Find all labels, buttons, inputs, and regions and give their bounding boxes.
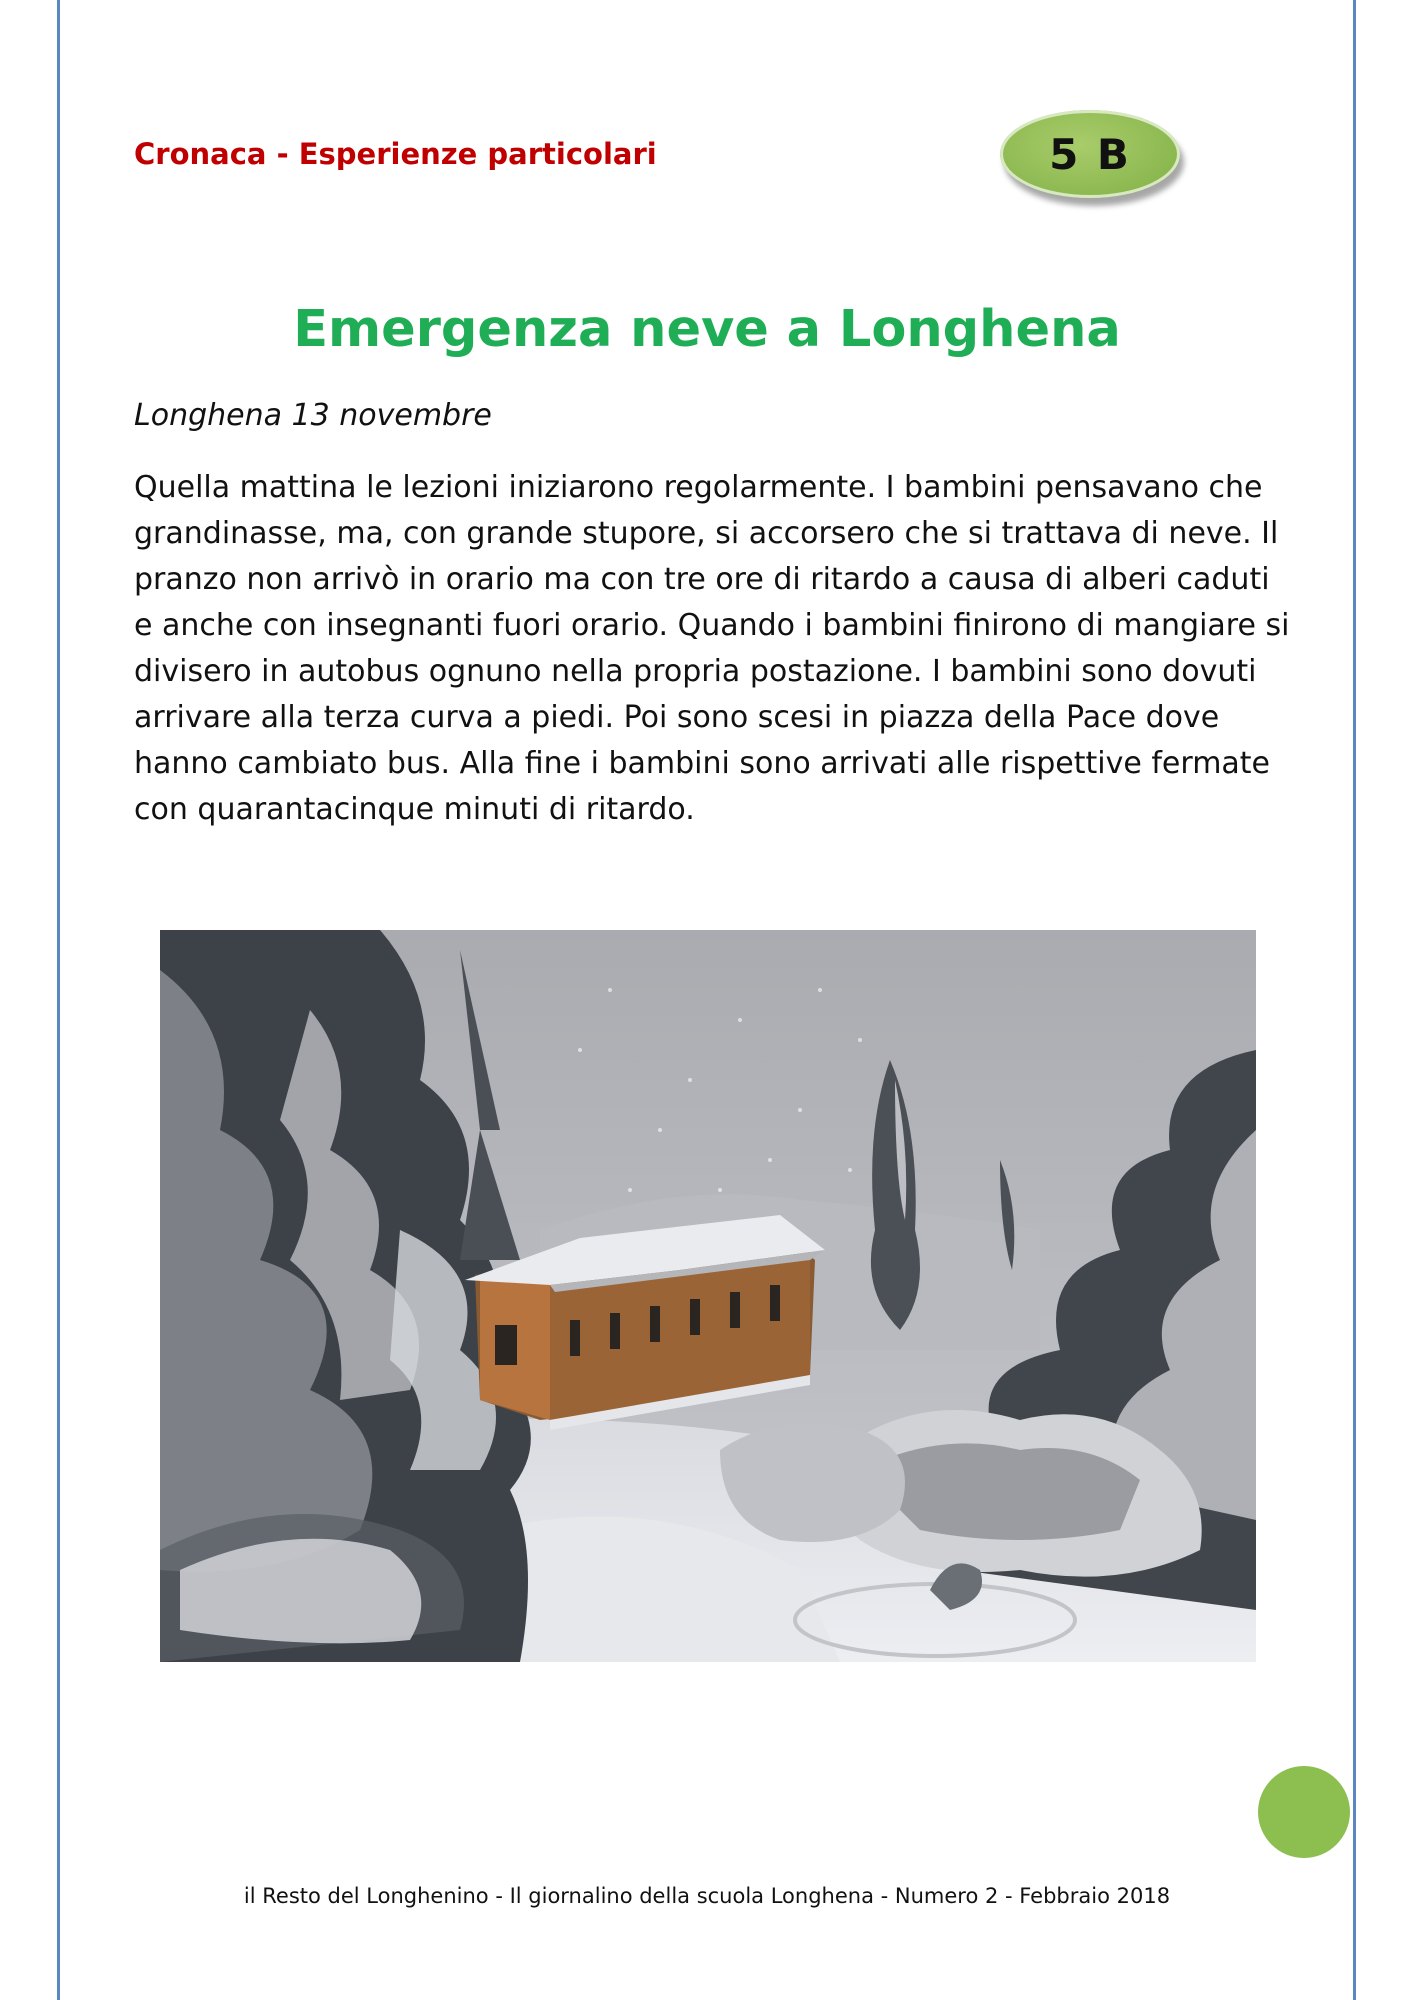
page-footer: il Resto del Longhenino - Il giornalino della scuola Longhena - Numero 2 - Febbraio 2018 [243,1884,1171,1908]
section-label: Cronaca - Esperienze particolari [134,137,657,171]
article-headline: Emergenza neve a Longhena [293,300,1121,359]
class-badge [1000,110,1180,198]
article-dateline: Longhena 13 novembre [134,398,492,433]
snow-school-photo [160,930,1256,1662]
decorative-green-circle [1258,1766,1350,1858]
article-body: Quella mattina le lezioni iniziarono regolarmente. I bambini pensavano che grandinasse, ma, con grande stupore, si accorsero che si trattava di neve. Il pranzo non arrivò in orario ma con tre ore di ritardo a causa di alberi caduti e anche con insegnanti fuori orario. Quando i bambini finirono di mangiare si divisero in autobus ognuno nella propria postazione. I bambini sono dovuti arrivare alla terza curva a piedi. Poi sono scesi in piazza della Pace dove hanno cambiato bus. Alla fine i bambini sono arrivati alle rispettive fermate con quarantacinque minuti di ritardo. [134,470,1290,827]
class-badge-label: 5 B [1049,129,1131,179]
